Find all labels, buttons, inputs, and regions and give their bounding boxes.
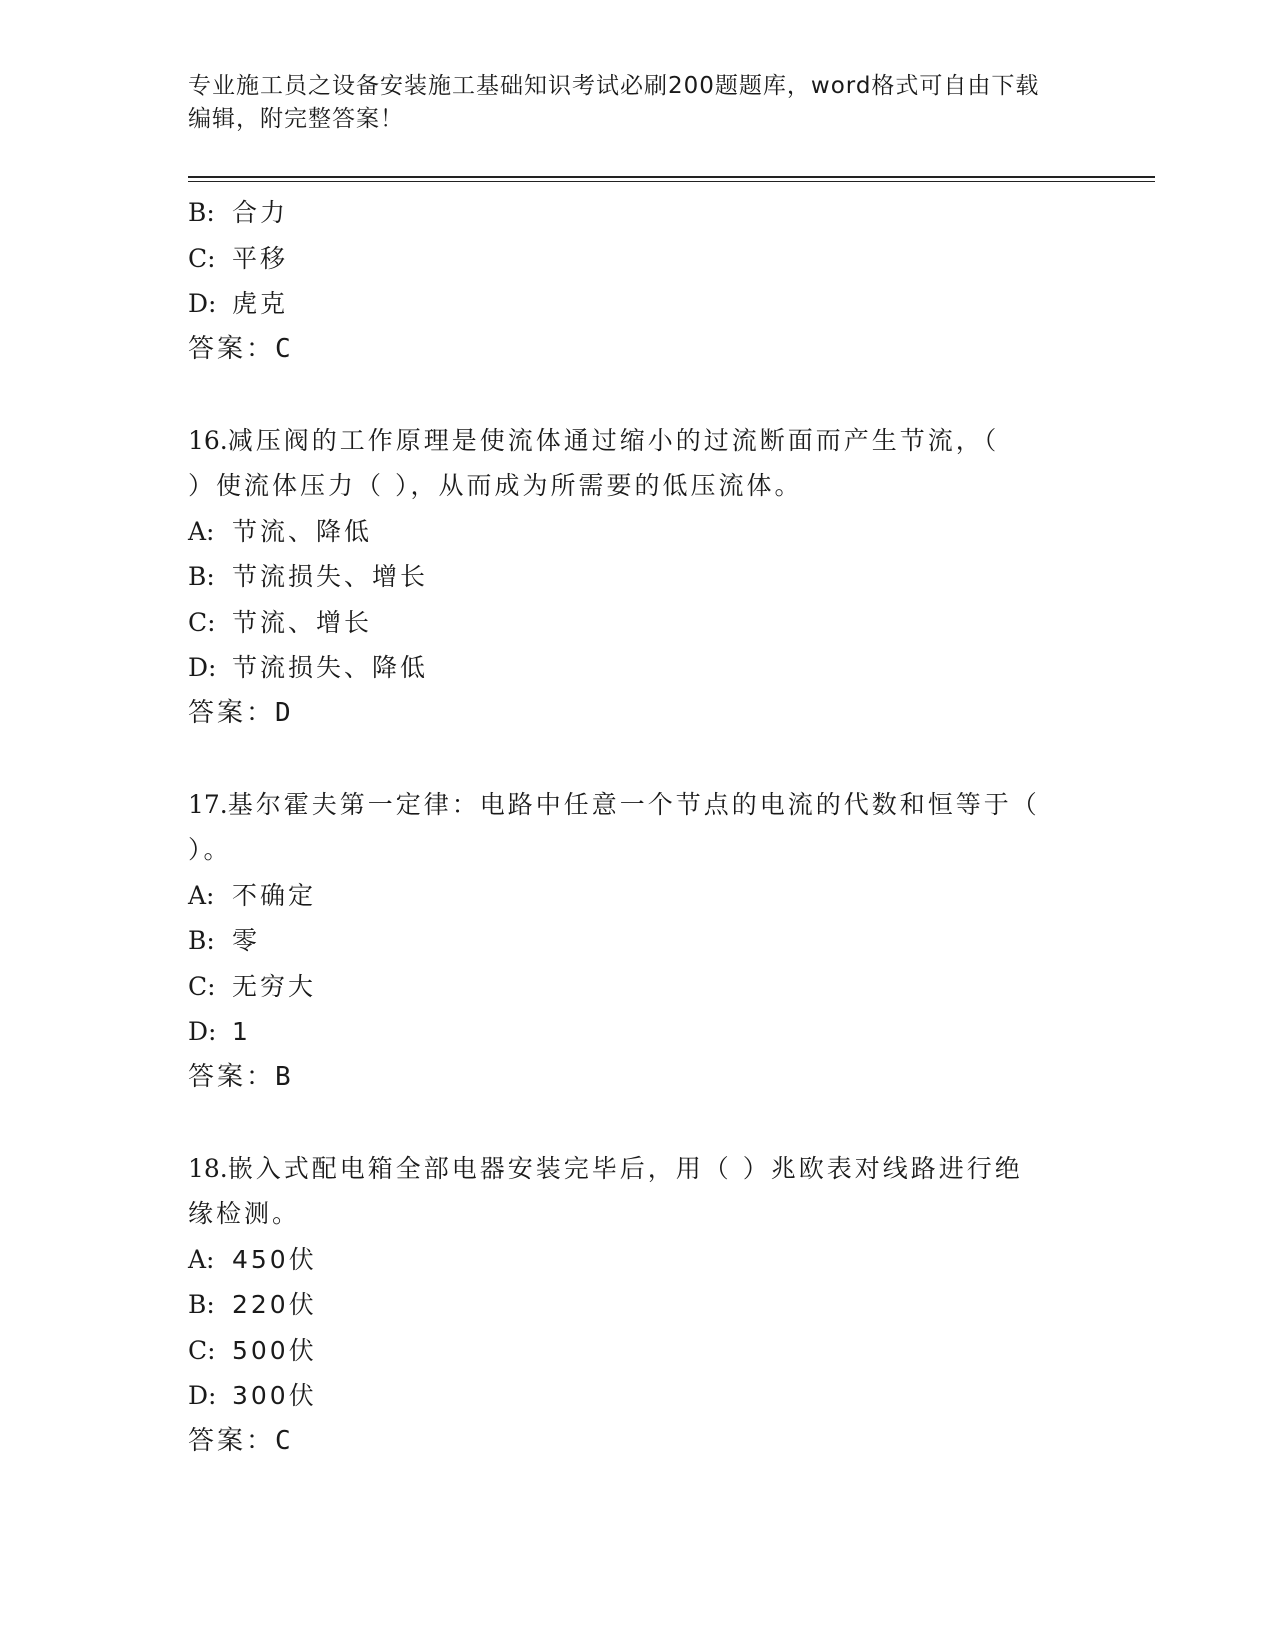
option-letter: C: bbox=[188, 1335, 216, 1365]
option-letter: C: bbox=[188, 243, 216, 273]
option-text: 节流损失、增长 bbox=[232, 562, 429, 591]
option-text: 220伏 bbox=[232, 1290, 317, 1319]
answer-line bbox=[188, 691, 1088, 737]
question-text: 减压阀的工作原理是使流体通过缩小的过流断面而产生节流，（ bbox=[227, 425, 1000, 455]
question-number: 16. bbox=[188, 425, 228, 455]
option-letter: A: bbox=[188, 880, 215, 910]
question-text: 嵌入式配电箱全部电器安装完毕后，用（ ）兆欧表对线路进行绝 bbox=[227, 1153, 1023, 1183]
question-stem-line-2: 缘检测。 bbox=[188, 1199, 301, 1228]
option-d bbox=[188, 1373, 1088, 1419]
option-text: 节流、降低 bbox=[232, 516, 373, 546]
option-b bbox=[188, 918, 1088, 964]
answer-value: C bbox=[275, 333, 294, 364]
option-letter: C: bbox=[188, 971, 216, 1001]
option-text: 不确定 bbox=[232, 880, 317, 910]
option-letter: A: bbox=[188, 516, 215, 546]
header-rule bbox=[188, 176, 1155, 178]
option-text: 合力 bbox=[232, 198, 289, 227]
answer-label: 答案： bbox=[188, 1425, 276, 1456]
header-rule-thin bbox=[188, 181, 1155, 182]
answer-label: 答案： bbox=[188, 697, 276, 728]
option-d bbox=[188, 281, 1088, 327]
option-text: 平移 bbox=[232, 243, 289, 273]
question-stem-line-1 bbox=[188, 418, 1088, 464]
answer-value: D bbox=[275, 697, 294, 728]
option-letter: B: bbox=[188, 1290, 215, 1319]
question-stem-line-1 bbox=[188, 1146, 1088, 1192]
option-text: 节流、增长 bbox=[232, 607, 373, 637]
option-letter: A: bbox=[188, 1244, 215, 1274]
answer-value: C bbox=[275, 1425, 294, 1456]
question-text: 基尔霍夫第一定律：电路中任意一个节点的电流的代数和恒等于（ bbox=[227, 789, 1040, 819]
option-d bbox=[188, 645, 1088, 691]
option-b bbox=[188, 190, 1088, 236]
question-stem-line-2: ）。 bbox=[188, 835, 232, 864]
option-letter: C: bbox=[188, 607, 216, 637]
question-16 bbox=[188, 418, 1088, 737]
option-a bbox=[188, 509, 1088, 555]
answer-line bbox=[188, 1419, 1088, 1465]
option-a bbox=[188, 873, 1088, 919]
question-stem-line-1 bbox=[188, 782, 1088, 828]
option-b bbox=[188, 554, 1088, 600]
option-letter: D: bbox=[188, 1017, 217, 1046]
answer-label: 答案： bbox=[188, 1061, 276, 1092]
question-number: 17. bbox=[188, 789, 228, 819]
option-text: 虎克 bbox=[232, 289, 289, 318]
prev-question bbox=[188, 190, 1088, 372]
question-18 bbox=[188, 1146, 1088, 1465]
header-title-line-1: 专业施工员之设备安装施工基础知识考试必刷200题题库，word格式可自由下载 bbox=[188, 73, 1040, 99]
option-letter: B: bbox=[188, 926, 215, 955]
option-text: 450伏 bbox=[232, 1244, 317, 1274]
question-17 bbox=[188, 782, 1088, 1101]
option-text: 500伏 bbox=[232, 1335, 317, 1365]
option-text: 300伏 bbox=[232, 1381, 317, 1410]
answer-label: 答案： bbox=[188, 333, 276, 364]
option-c bbox=[188, 600, 1088, 646]
header-title-line-2: 编辑，附完整答案！ bbox=[188, 106, 404, 132]
answer-value: B bbox=[275, 1061, 294, 1092]
option-letter: D: bbox=[188, 653, 217, 682]
option-letter: D: bbox=[188, 289, 217, 318]
question-stem-line-2: ）使流体压力（ ），从而成为所需要的低压流体。 bbox=[188, 471, 803, 500]
page-header bbox=[188, 70, 1088, 136]
question-number: 18. bbox=[188, 1153, 228, 1183]
option-letter: D: bbox=[188, 1381, 217, 1410]
answer-line bbox=[188, 327, 1088, 373]
document-body bbox=[188, 190, 1088, 1464]
option-d bbox=[188, 1009, 1088, 1055]
option-c bbox=[188, 236, 1088, 282]
option-text: 零 bbox=[232, 926, 261, 955]
option-letter: B: bbox=[188, 562, 215, 591]
option-c bbox=[188, 1328, 1088, 1374]
option-c bbox=[188, 964, 1088, 1010]
option-text: 无穷大 bbox=[232, 971, 317, 1001]
answer-line bbox=[188, 1055, 1088, 1101]
option-a bbox=[188, 1237, 1088, 1283]
option-text: 节流损失、降低 bbox=[232, 653, 429, 682]
option-letter: B: bbox=[188, 198, 215, 227]
option-text: 1 bbox=[232, 1017, 251, 1046]
option-b bbox=[188, 1282, 1088, 1328]
